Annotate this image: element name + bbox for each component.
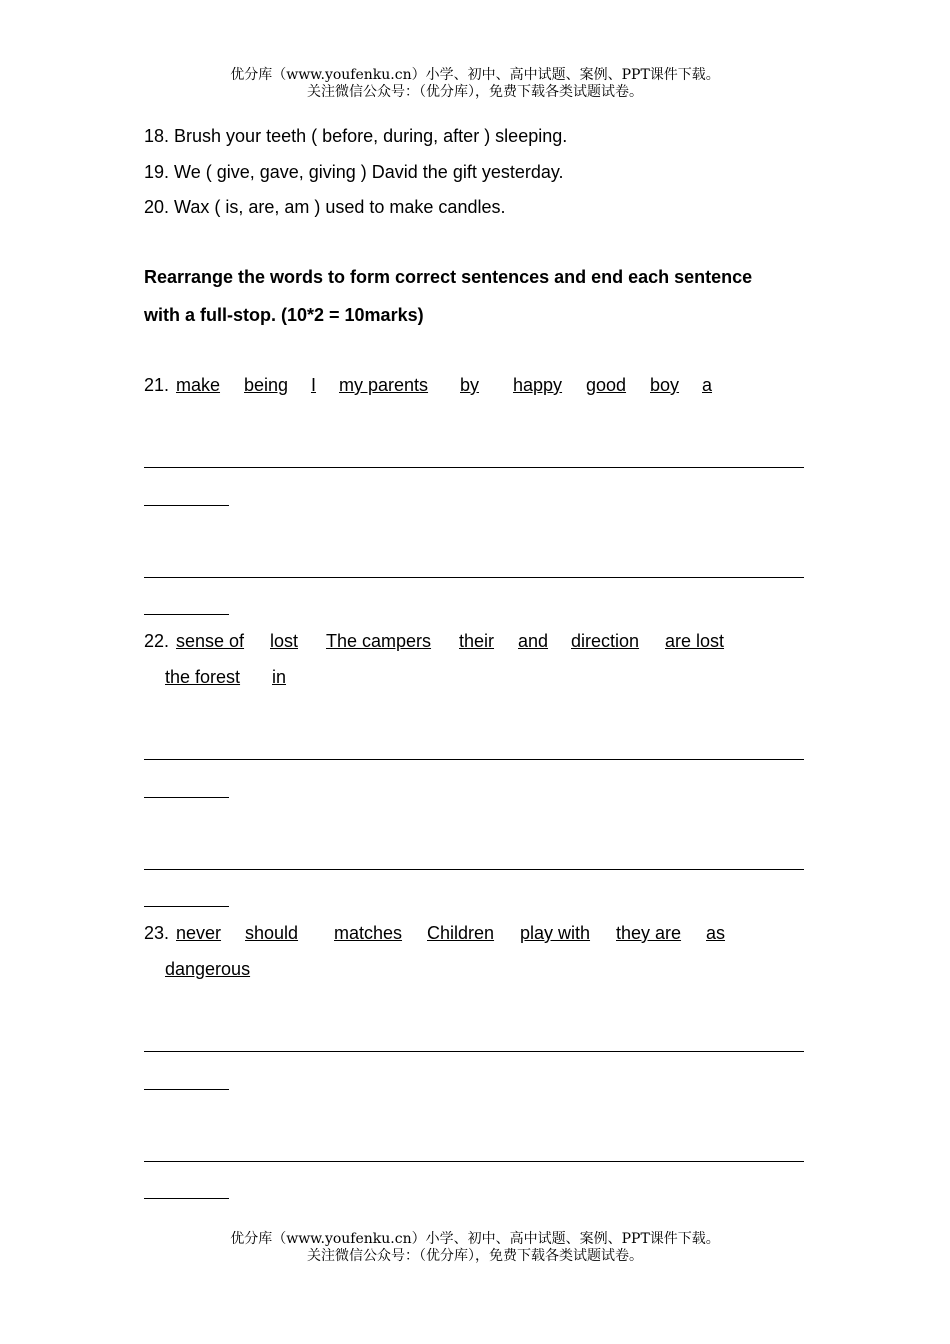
answer-line[interactable]: [144, 1161, 804, 1162]
answer-line-continuation[interactable]: [144, 1089, 229, 1090]
answer-line[interactable]: [144, 577, 804, 578]
q21-word: make: [176, 375, 221, 395]
section-instruction-line-2: with a full-stop. (10*2 = 10marks): [144, 305, 424, 325]
q22-word: their: [459, 631, 495, 651]
q21-word: a: [702, 375, 713, 395]
q23-word: as: [706, 923, 726, 943]
question-23-number: 23.: [144, 923, 170, 943]
q21-word: I: [311, 375, 317, 395]
q21-word: my parents: [339, 375, 429, 395]
header-line-1: 优分库（www.youfenku.cn）小学、初中、高中试题、案例、PPT课件下载。: [230, 67, 720, 83]
q23-word: play with: [520, 923, 591, 943]
q23-word: dangerous: [165, 959, 251, 979]
answer-line-continuation[interactable]: [144, 1198, 229, 1199]
q22-word: lost: [270, 631, 299, 651]
q21-word: boy: [650, 375, 680, 395]
q23-word: never: [176, 923, 222, 943]
q22-word: The campers: [326, 631, 432, 651]
header-line-2: 关注微信公众号：（优分库），免费下载各类试题试卷。: [307, 84, 643, 100]
answer-line-continuation[interactable]: [144, 614, 229, 615]
footer-line-1: 优分库（www.youfenku.cn）小学、初中、高中试题、案例、PPT课件下载。: [230, 1231, 720, 1247]
q22-word: and: [518, 631, 549, 651]
q23-word: matches: [334, 923, 403, 943]
q23-word: should: [245, 923, 299, 943]
answer-line-continuation[interactable]: [144, 906, 229, 907]
q21-word: by: [460, 375, 480, 395]
question-21-number: 21.: [144, 375, 170, 395]
page-footer: [0, 1231, 950, 1265]
q22-word: the forest: [165, 667, 241, 687]
q21-word: being: [244, 375, 289, 395]
answer-line-continuation[interactable]: [144, 505, 229, 506]
footer-line-2: 关注微信公众号：（优分库），免费下载各类试题试卷。: [307, 1248, 643, 1264]
q21-word: good: [586, 375, 627, 395]
q23-word: Children: [427, 923, 495, 943]
question-19: 19. We ( give, gave, giving ) David the gift yesterday.: [144, 162, 564, 182]
question-18: 18. Brush your teeth ( before, during, after ) sleeping.: [144, 126, 568, 146]
answer-line[interactable]: [144, 869, 804, 870]
answer-line-continuation[interactable]: [144, 797, 229, 798]
answer-line[interactable]: [144, 467, 804, 468]
q23-word: they are: [616, 923, 682, 943]
q21-word: happy: [513, 375, 563, 395]
q22-word: direction: [571, 631, 640, 651]
section-instruction-line-1: Rearrange the words to form correct sentences and end each sentence: [144, 267, 753, 287]
q22-word: in: [272, 667, 287, 687]
page-header: [0, 67, 950, 101]
question-22-number: 22.: [144, 631, 170, 651]
answer-line[interactable]: [144, 1051, 804, 1052]
answer-line[interactable]: [144, 759, 804, 760]
q22-word: are lost: [665, 631, 725, 651]
q22-word: sense of: [176, 631, 245, 651]
question-20: 20. Wax ( is, are, am ) used to make candles.: [144, 197, 506, 217]
